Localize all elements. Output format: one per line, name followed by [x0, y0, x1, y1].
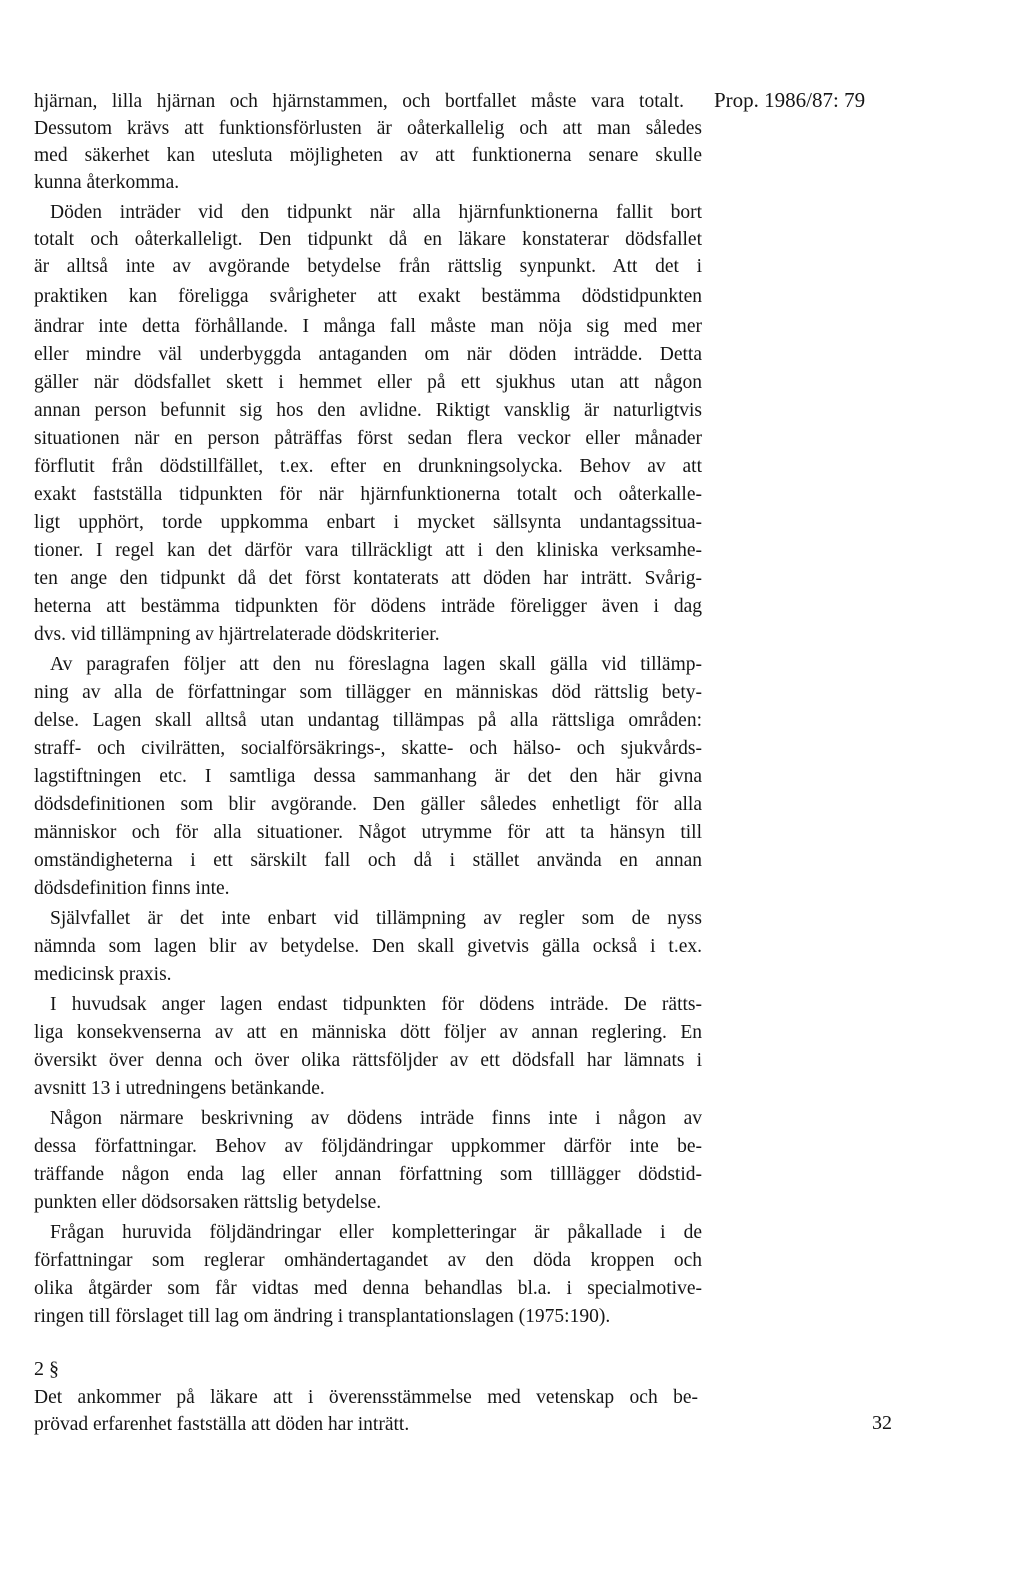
text-line: nämnda som lagen blir av betydelse. Den skall givetvis gälla också i t.ex. — [34, 936, 702, 957]
text-line: prövad erfarenhet fastställa att döden har inträtt. — [34, 1414, 410, 1435]
text-line: exakt fastställa tidpunkten för när hjärnfunktionerna totalt och oåterkalle- — [34, 484, 702, 505]
text-line: tioner. I regel kan det därför vara tillräckligt att i den kliniska verksamhe- — [34, 540, 702, 561]
text-line: dvs. vid tillämpning av hjärtrelaterade dödskriterier. — [34, 624, 440, 645]
text-line: dessa författningar. Behov av följdändringar uppkommer därför inte be- — [34, 1136, 702, 1157]
text-line: punkten eller dödsorsaken rättslig betydelse. — [34, 1192, 382, 1213]
text-line: träffande någon enda lag eller annan författning som tilllägger dödstid- — [34, 1164, 702, 1185]
text-line: Döden inträder vid den tidpunkt när alla hjärnfunktionerna fallit bort — [50, 202, 702, 223]
text-line: annan person befunnit sig hos den avlidne. Riktigt vansklig är naturligtvis — [34, 400, 702, 421]
text-line: är alltså inte av avgörande betydelse från rättslig synpunkt. Att det i — [34, 256, 702, 277]
text-line: dödsdefinitionen som blir avgörande. Den gäller således enhetligt för alla — [34, 794, 702, 815]
text-line: praktiken kan föreligga svårigheter att exakt bestämma dödstidpunkten — [34, 286, 702, 307]
text-line: heterna att bestämma tidpunkten för dödens inträde föreligger även i dag — [34, 596, 702, 617]
text-line: situationen när en person påträffas först sedan flera veckor eller månader — [34, 428, 702, 449]
text-line: författningar som reglerar omhändertagandet av den döda kroppen och — [34, 1250, 702, 1271]
text-line: ten ange den tidpunkt då det först kontaterats att döden har inträtt. Svårig- — [34, 568, 702, 589]
text-line: ändrar inte detta förhållande. I många fall måste man nöja sig med mer — [34, 316, 702, 337]
text-line: Av paragrafen följer att den nu föreslagna lagen skall gälla vid tillämp- — [50, 654, 702, 675]
text-line: Självfallet är det inte enbart vid tillämpning av regler som de nyss — [50, 908, 702, 929]
text-line: kunna återkomma. — [34, 172, 180, 193]
text-line: eller mindre väl underbyggda antaganden om när döden inträdde. Detta — [34, 344, 702, 365]
text-line: hjärnan, lilla hjärnan och hjärnstammen, och bortfallet måste vara totalt. — [34, 91, 684, 112]
text-line: förflutit från dödstillfället, t.ex. efter en drunkningsolycka. Behov av att — [34, 456, 702, 477]
text-line: människor och för alla situationer. Något utrymme för att ta hänsyn till — [34, 822, 702, 843]
text-line: lagstiftningen etc. I samtliga dessa sammanhang är det den här givna — [34, 766, 702, 787]
text-line: omständigheterna i ett särskilt fall och då i stället använda en annan — [34, 850, 702, 871]
text-line: totalt och oåterkalleligt. Den tidpunkt då en läkare konstaterar dödsfallet — [34, 229, 702, 250]
text-line: liga konsekvenserna av att en människa dött följer av annan reglering. En — [34, 1022, 702, 1043]
section-heading: 2 § — [34, 1358, 59, 1380]
text-line: med säkerhet kan utesluta möjligheten av att funktionerna senare skulle — [34, 145, 702, 166]
text-line: medicinsk praxis. — [34, 964, 172, 985]
page-number: 32 — [872, 1412, 892, 1434]
text-line: olika åtgärder som får vidtas med denna behandlas bl.a. i specialmotive- — [34, 1278, 702, 1299]
text-line: översikt över denna och över olika rättsföljder av ett dödsfall har lämnats i — [34, 1050, 702, 1071]
text-line: ringen till förslaget till lag om ändring i transplantationslagen (1975:190). — [34, 1306, 611, 1327]
text-line: I huvudsak anger lagen endast tidpunkten för dödens inträde. De rätts- — [50, 994, 702, 1015]
text-line: Dessutom krävs att funktionsförlusten är oåterkallelig och att man således — [34, 118, 702, 139]
text-line: ning av alla de författningar som tillägger en människas död rättslig bety- — [34, 682, 702, 703]
text-line: straff- och civilrätten, socialförsäkrings-, skatte- och hälso- och sjukvårds- — [34, 738, 702, 759]
text-line: Någon närmare beskrivning av dödens inträde finns inte i någon av — [50, 1108, 702, 1129]
text-line: delse. Lagen skall alltså utan undantag tillämpas på alla rättsliga områden: — [34, 710, 702, 731]
text-line: Frågan huruvida följdändringar eller kompletteringar är påkallade i de — [50, 1222, 702, 1243]
text-line: dödsdefinition finns inte. — [34, 878, 230, 899]
text-line: Det ankommer på läkare att i överensstämmelse med vetenskap och be- — [34, 1387, 698, 1408]
text-line: avsnitt 13 i utredningens betänkande. — [34, 1078, 325, 1099]
text-line: ligt upphört, torde uppkomma enbart i mycket sällsynta undantagssitua- — [34, 512, 702, 533]
margin-reference: Prop. 1986/87: 79 — [714, 88, 866, 112]
text-line: gäller när dödsfallet skett i hemmet eller på ett sjukhus utan att någon — [34, 372, 702, 393]
